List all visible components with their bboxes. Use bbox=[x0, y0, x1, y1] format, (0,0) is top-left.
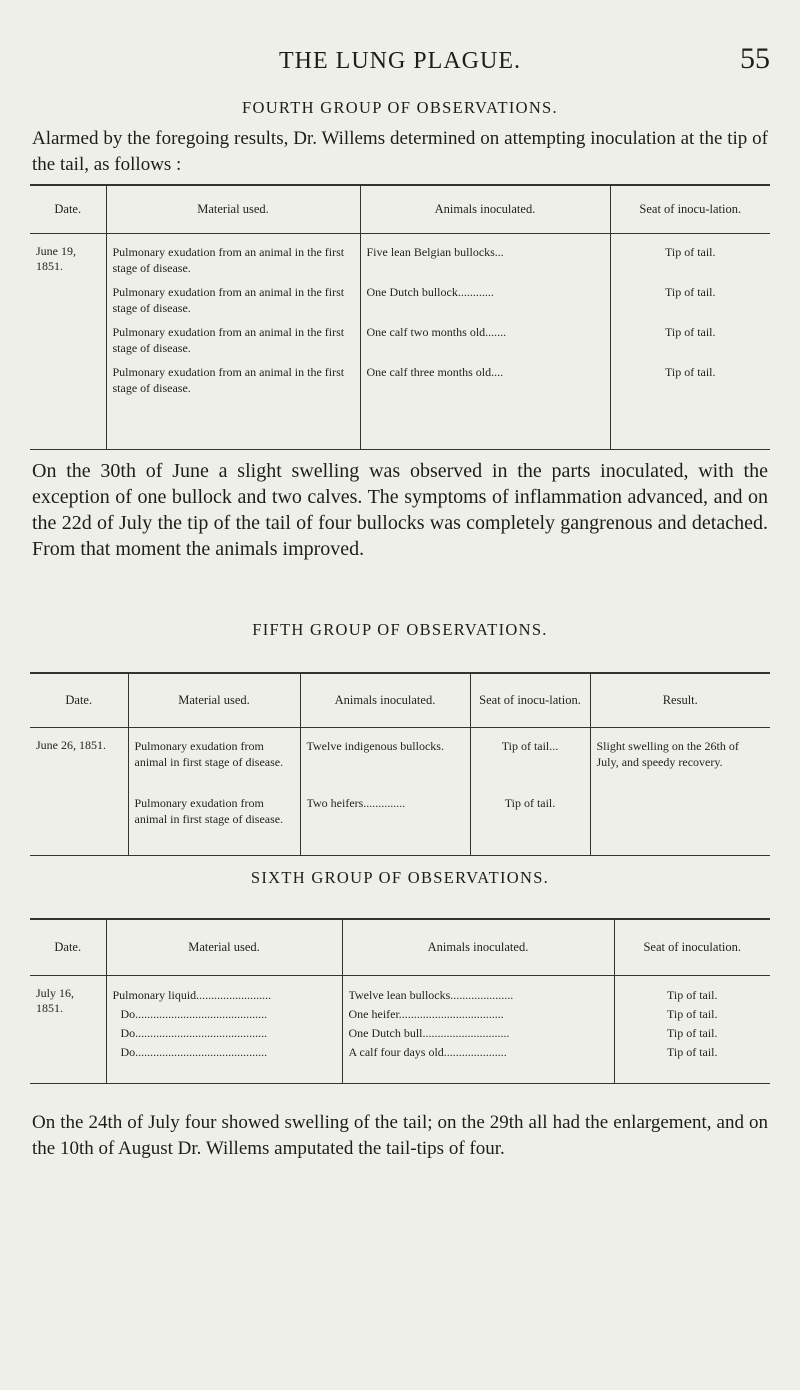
header-date: Date. bbox=[30, 919, 106, 975]
animals-entry: One Dutch bull............................. bbox=[348, 1025, 510, 1040]
cell-seat bbox=[470, 727, 590, 855]
seat-entry: Tip of tail. bbox=[504, 795, 556, 810]
sixth-group-title: SIXTH GROUP OF OBSERVATIONS. bbox=[250, 868, 550, 887]
animals-entry: One calf two months old....... bbox=[366, 324, 507, 339]
cell-animals bbox=[360, 233, 610, 449]
header-material: Material used. bbox=[128, 673, 300, 727]
material-entry: Pulmonary exudation from animal in first stage of disease. bbox=[134, 738, 284, 769]
seat-entry: Tip of tail. bbox=[664, 324, 716, 339]
animals-entry: Twelve indigenous bullocks. bbox=[306, 738, 444, 753]
fourth-group-title: FOURTH GROUP OF OBSERVATIONS. bbox=[242, 98, 558, 117]
page-number: 55 bbox=[740, 42, 770, 75]
material-entry: Pulmonary exudation from an animal in the first stage of disease. bbox=[112, 284, 345, 315]
material-entry: Pulmonary exudation from an animal in the first stage of disease. bbox=[112, 244, 345, 275]
header-animals: Animals inoculated. bbox=[360, 185, 610, 233]
animals-entry: Five lean Belgian bullocks... bbox=[366, 244, 504, 259]
cell-seat bbox=[610, 233, 770, 449]
material-entry: Pulmonary exudation from an animal in the first stage of disease. bbox=[112, 364, 345, 395]
animals-entry: Twelve lean bullocks..................... bbox=[348, 987, 514, 1002]
header-seat: Seat of inoculation. bbox=[614, 919, 770, 975]
seat-entry: Tip of tail. bbox=[664, 284, 716, 299]
seat-entry: Tip of tail. bbox=[664, 244, 716, 259]
cell-animals bbox=[342, 975, 614, 1083]
cell-date bbox=[30, 727, 128, 855]
cell-material bbox=[106, 975, 342, 1083]
header-seat: Seat of inocu-lation. bbox=[470, 673, 590, 727]
fourth-group-table bbox=[30, 184, 770, 450]
material-entry: Do............................................ bbox=[120, 1044, 268, 1059]
fourth-group-intro: Alarmed by the foregoing results, Dr. Willems determined on attempting inoculation at the tip of the tail, as follows : bbox=[32, 128, 768, 175]
animals-entry: One Dutch bullock............ bbox=[366, 284, 494, 299]
material-entry: Pulmonary liquid......................... bbox=[112, 987, 272, 1002]
seat-entry: Tip of tail. bbox=[666, 1006, 718, 1021]
header-result: Result. bbox=[590, 673, 770, 727]
cell-date bbox=[30, 975, 106, 1083]
header-date: Date. bbox=[30, 185, 106, 233]
fifth-group-title: FIFTH GROUP OF OBSERVATIONS. bbox=[252, 620, 548, 639]
material-entry: Do............................................ bbox=[120, 1025, 268, 1040]
seat-entry: Tip of tail. bbox=[666, 1025, 718, 1040]
running-title: THE LUNG PLAGUE. bbox=[279, 48, 521, 74]
fifth-group-table bbox=[30, 672, 770, 856]
date-value: June 19, 1851. bbox=[36, 243, 76, 273]
header-animals: Animals inoculated. bbox=[300, 673, 470, 727]
sixth-group-table bbox=[30, 918, 770, 1084]
cell-material bbox=[128, 727, 300, 855]
cell-animals bbox=[300, 727, 470, 855]
date-value: July 16, 1851. bbox=[36, 985, 75, 1015]
header-date: Date. bbox=[30, 673, 128, 727]
cell-date bbox=[30, 233, 106, 449]
seat-entry: Tip of tail. bbox=[666, 987, 718, 1002]
date-value: June 26, 1851. bbox=[36, 737, 106, 752]
result-entry: Slight swelling on the 26th of July, and speedy recovery. bbox=[596, 738, 739, 769]
fourth-group-result: On the 30th of June a slight swelling was observed in the parts inoculated, with the exception of one bullock and two calves. The symptoms of inflammation advanced, and on the 22d of July the tip of the tail of four bullocks was completely gangrenous and detached. From that moment the animals improved. bbox=[32, 460, 768, 560]
seat-entry: Tip of tail. bbox=[664, 364, 716, 379]
sixth-group-result: On the 24th of July four showed swelling of the tail; on the 29th all had the enlargement, and on the 10th of August Dr. Willems amputated the tail-tips of four. bbox=[32, 1112, 768, 1159]
animals-entry: One calf three months old.... bbox=[366, 364, 504, 379]
animals-entry: Two heifers.............. bbox=[306, 795, 406, 810]
material-entry: Pulmonary exudation from an animal in the first stage of disease. bbox=[112, 324, 345, 355]
animals-entry: One heifer................................... bbox=[348, 1006, 504, 1021]
seat-entry: Tip of tail... bbox=[501, 738, 559, 753]
material-entry: Do............................................ bbox=[120, 1006, 268, 1021]
animals-entry: A calf four days old..................... bbox=[348, 1044, 507, 1059]
header-material: Material used. bbox=[106, 919, 342, 975]
header-material: Material used. bbox=[106, 185, 360, 233]
material-entry: Pulmonary exudation from animal in first stage of disease. bbox=[134, 795, 284, 826]
cell-result bbox=[590, 727, 770, 855]
seat-entry: Tip of tail. bbox=[666, 1044, 718, 1059]
cell-seat bbox=[614, 975, 770, 1083]
header-seat: Seat of inocu-lation. bbox=[610, 185, 770, 233]
header-animals: Animals inoculated. bbox=[342, 919, 614, 975]
cell-material bbox=[106, 233, 360, 449]
running-head bbox=[0, 44, 800, 84]
